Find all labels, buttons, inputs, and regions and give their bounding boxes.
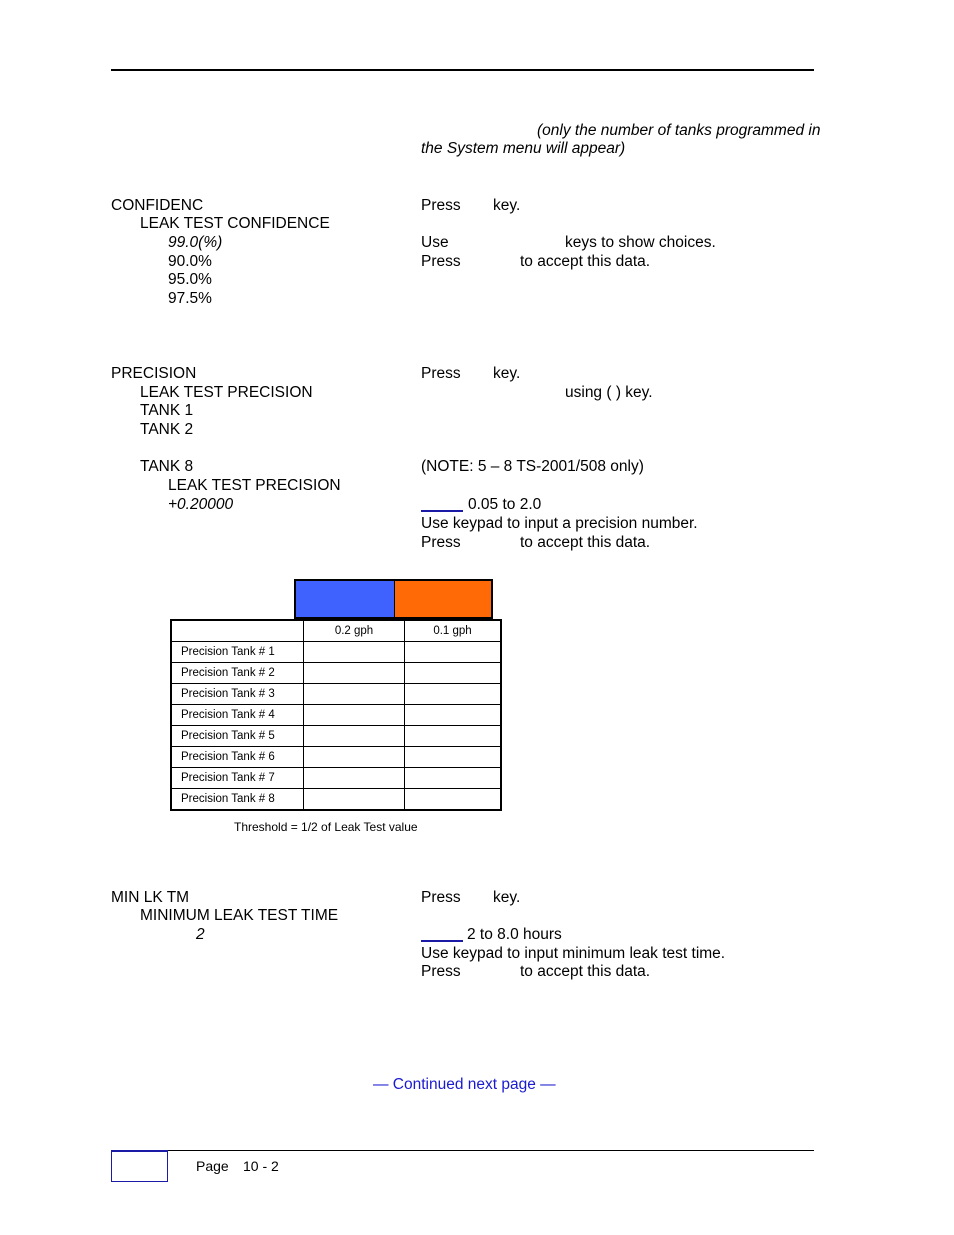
table-row-label: Precision Tank # 8 <box>171 789 304 811</box>
confidence-instr-keys: keys to show choices. <box>565 234 716 251</box>
precision-subtitle: LEAK TEST PRECISION <box>168 477 341 494</box>
confidence-instr-press2: Press <box>421 253 461 270</box>
precision-default: +0.20000 <box>168 496 234 513</box>
table-header-row <box>171 620 501 642</box>
confidence-option-3: 97.5% <box>168 290 212 307</box>
confidence-instr-key: key. <box>493 197 521 214</box>
precision-tank-1: TANK 1 <box>140 402 194 419</box>
table-row-label: Precision Tank # 4 <box>171 705 304 726</box>
minleak-instr-range: 2 to 8.0 hours <box>467 926 562 943</box>
precision-instr-note: (NOTE: 5 – 8 TS-2001/508 only) <box>421 458 644 475</box>
note-line-1: (only the number of tanks programmed in <box>537 122 821 139</box>
precision-instr-using: using ( ) key. <box>565 384 653 401</box>
table-row <box>171 747 501 768</box>
table-header-orange <box>395 579 493 619</box>
table-corner-cell <box>171 620 304 642</box>
minleak-instr-press: Press <box>421 889 461 906</box>
footer-rule <box>111 1150 814 1151</box>
continued-next-page: — Continued next page — <box>373 1076 556 1093</box>
confidence-instr-use: Use <box>421 234 449 251</box>
table-col-1: 0.2 gph <box>304 620 405 642</box>
precision-menu: PRECISION <box>111 365 197 382</box>
table-row <box>171 642 501 663</box>
table-row-label: Precision Tank # 1 <box>171 642 304 663</box>
minleak-menu: MIN LK TM <box>111 889 190 906</box>
table-row <box>171 663 501 684</box>
precision-instr-use: Use keypad to input a precision number. <box>421 515 698 532</box>
header-rule <box>111 69 814 71</box>
note-line-2: the System menu will appear) <box>421 140 626 157</box>
minleak-instr-press2: Press <box>421 963 461 980</box>
minleak-instr-use: Use keypad to input minimum leak test time. <box>421 945 726 962</box>
confidence-title: LEAK TEST CONFIDENCE <box>140 215 330 232</box>
confidence-option-1: 90.0% <box>168 253 212 270</box>
precision-tank-2: TANK 2 <box>140 421 194 438</box>
table-col-2: 0.1 gph <box>405 620 502 642</box>
confidence-menu: CONFIDENC <box>111 197 204 214</box>
confidence-instr-accept: to accept this data. <box>520 253 651 270</box>
precision-table <box>170 619 502 811</box>
table-row-label: Precision Tank # 7 <box>171 768 304 789</box>
footer-page-number: 10 - 2 <box>243 1158 279 1174</box>
footer-box <box>111 1150 168 1182</box>
precision-instr-accept: to accept this data. <box>520 534 651 551</box>
precision-title: LEAK TEST PRECISION <box>140 384 313 401</box>
table-row <box>171 705 501 726</box>
confidence-option-2: 95.0% <box>168 271 212 288</box>
precision-instr-press: Press <box>421 365 461 382</box>
minleak-instr-accept: to accept this data. <box>520 963 651 980</box>
minleak-default: 2 <box>196 926 205 943</box>
table-row <box>171 726 501 747</box>
precision-tank-8: TANK 8 <box>140 458 194 475</box>
table-row-label: Precision Tank # 2 <box>171 663 304 684</box>
table-row-label: Precision Tank # 5 <box>171 726 304 747</box>
confidence-instr-press: Press <box>421 197 461 214</box>
precision-instr-range: 0.05 to 2.0 <box>468 496 542 513</box>
table-row-label: Precision Tank # 3 <box>171 684 304 705</box>
footer-page-label: Page <box>196 1158 229 1174</box>
precision-instr-key: key. <box>493 365 521 382</box>
table-row <box>171 768 501 789</box>
precision-range-underline <box>421 510 463 512</box>
minleak-instr-key: key. <box>493 889 521 906</box>
table-caption: Threshold = 1/2 of Leak Test value <box>234 820 418 834</box>
table-header-blue <box>294 579 395 619</box>
minleak-range-underline <box>421 940 463 942</box>
minleak-title: MINIMUM LEAK TEST TIME <box>140 907 339 924</box>
table-row <box>171 789 501 811</box>
confidence-default: 99.0(%) <box>168 234 223 251</box>
table-row <box>171 684 501 705</box>
precision-instr-press2: Press <box>421 534 461 551</box>
table-row-label: Precision Tank # 6 <box>171 747 304 768</box>
